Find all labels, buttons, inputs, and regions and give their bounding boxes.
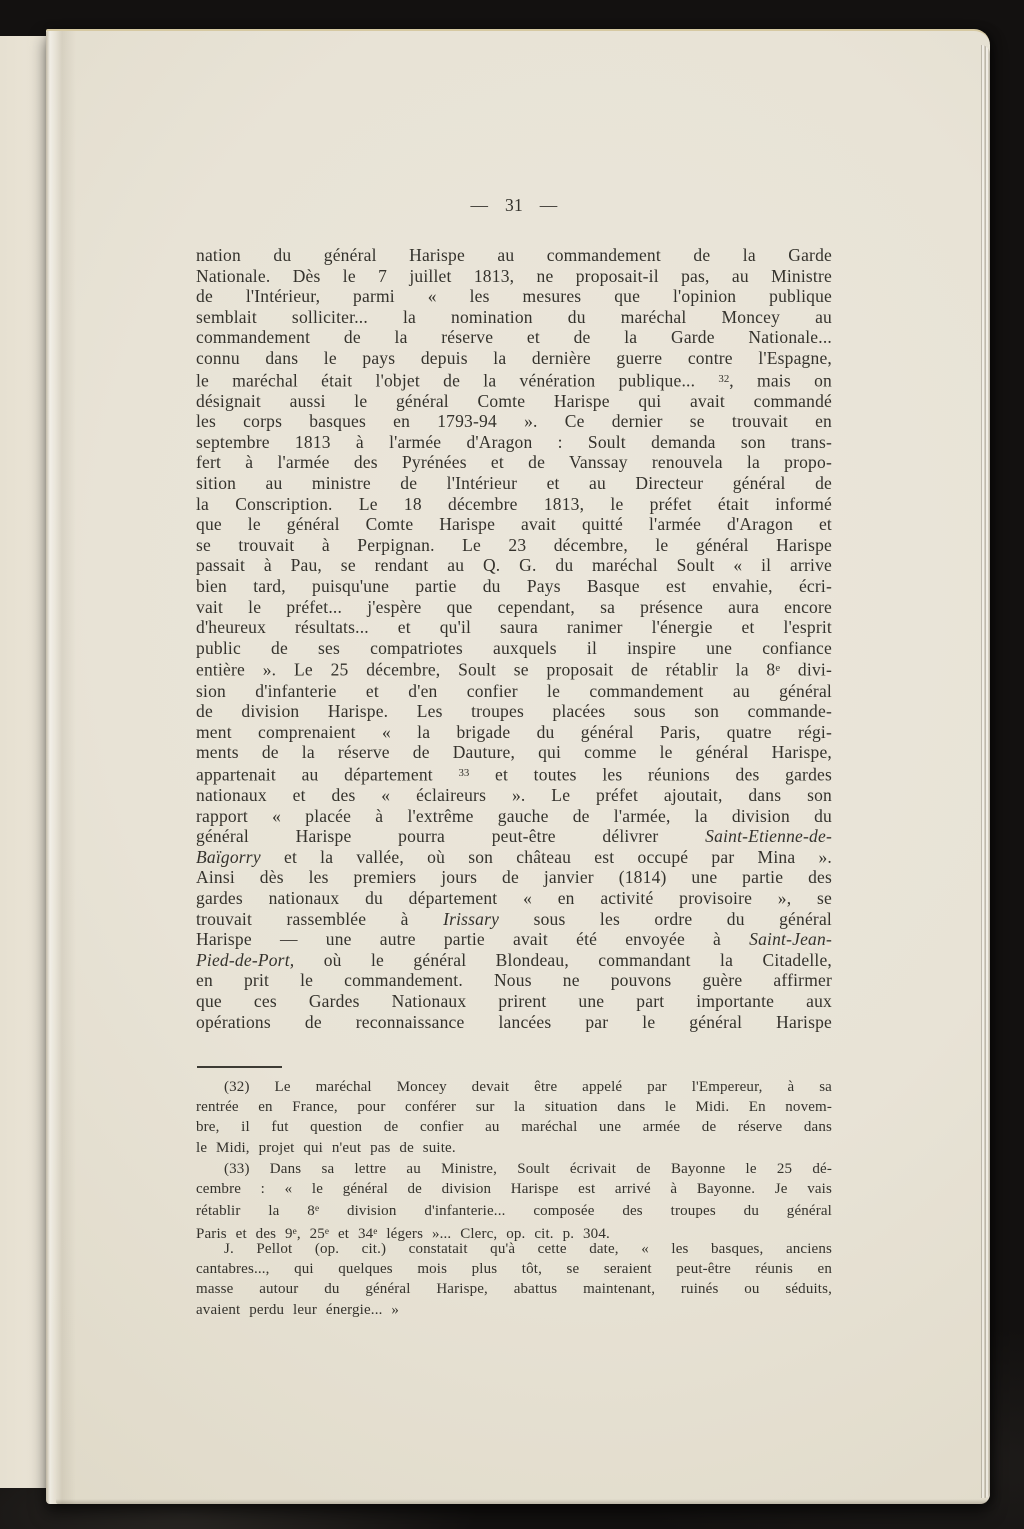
text-line bbox=[196, 411, 832, 432]
text-segment: divi- bbox=[780, 659, 832, 680]
text-segment: rentrée en France, pour conférer sur la situation dans le Midi. En novem- bbox=[196, 1099, 832, 1116]
text-segment: de division Harispe. Les troupes placées sous son commande- bbox=[196, 701, 832, 722]
text-segment: où le général Blondeau, commandant la Citadelle, bbox=[294, 949, 832, 970]
text-segment: cantabres..., qui quelques mois plus tôt, se seraient peut-être réunis en bbox=[196, 1261, 832, 1278]
text-segment: général Harispe pourra peut-être délivrer bbox=[196, 826, 706, 847]
text-segment: d'heureux résultats... et qu'il saura ranimer l'énergie et l'esprit bbox=[196, 617, 832, 638]
text-segment: cembre : « le général de division Harispe est arrivé à Bayonne. Je vais bbox=[196, 1181, 832, 1198]
footnote-reference: e bbox=[292, 1226, 297, 1237]
text-segment: sion d'infanterie et d'en confier le commandement au général bbox=[196, 680, 832, 701]
text-segment: , mais on bbox=[729, 370, 832, 391]
text-line bbox=[196, 763, 832, 785]
text-segment: bre, il fut question de confier au maréchal une armée de réserve dans bbox=[196, 1119, 832, 1136]
footnote-separator-rule bbox=[197, 1066, 282, 1068]
body-text bbox=[196, 245, 832, 1032]
text-segment: ments de la réserve de Dauture, qui comme le général Harispe, bbox=[196, 742, 832, 763]
text-line bbox=[196, 555, 832, 576]
text-segment: passait à Pau, se rendant au Q. G. du maréchal Soult « il arrive bbox=[196, 555, 832, 576]
text-line bbox=[196, 369, 832, 391]
text-segment: Harispe — une autre partie avait été envoyée à bbox=[196, 929, 750, 950]
text-line bbox=[196, 514, 832, 535]
text-segment: et la vallée, où son château est occupé par Mina ». bbox=[260, 846, 832, 867]
text-segment: opérations de reconnaissance lancées par le général Harispe bbox=[196, 1011, 832, 1032]
text-line bbox=[196, 1077, 832, 1097]
text-segment: légers »... Clerc, op. cit. p. 304. bbox=[377, 1225, 610, 1242]
text-segment: trouvait rassemblée à bbox=[196, 908, 444, 929]
italic-text: Saint-Etienne-de- bbox=[705, 826, 832, 847]
text-line bbox=[196, 950, 832, 971]
text-segment: commandement de la réserve et de la Garde Nationale... bbox=[196, 327, 832, 348]
footnote-reference: e bbox=[324, 1226, 330, 1237]
footnote-reference: 33 bbox=[458, 766, 470, 779]
text-line bbox=[196, 1159, 832, 1179]
text-segment: le maréchal était l'objet de la vénération publique... bbox=[196, 370, 719, 391]
text-line bbox=[196, 1239, 832, 1259]
text-segment: désignait aussi le général Comte Harispe qui avait commandé bbox=[196, 390, 832, 411]
footnote-reference: e bbox=[775, 662, 781, 675]
text-segment: que le général Comte Harispe avait quitté l'armée d'Aragon et bbox=[196, 514, 832, 535]
text-segment: masse autour du général Harispe, abattus maintenant, ruinés ou séduits, bbox=[196, 1281, 832, 1298]
text-column bbox=[196, 31, 832, 1504]
text-segment: connu dans le pays depuis la dernière guerre contre l'Espagne, bbox=[196, 347, 832, 368]
text-segment: entière ». Le 25 décembre, Soult se proposait de rétablir la 8 bbox=[196, 659, 776, 680]
page-edge-right bbox=[981, 45, 990, 1498]
text-segment: et 34 bbox=[329, 1225, 374, 1242]
text-line bbox=[196, 535, 832, 556]
text-segment: Ainsi dès les premiers jours de janvier (1814) une partie des bbox=[196, 867, 832, 888]
text-segment: (32) Le maréchal Moncey devait être appelé par l'Empereur, à sa bbox=[224, 1079, 832, 1095]
footnote-reference: 32 bbox=[718, 372, 730, 385]
text-line bbox=[196, 391, 832, 412]
text-segment: en prit le commandement. Nous ne pouvons guère affirmer bbox=[196, 970, 832, 991]
text-segment: public de ses compatriotes auxquels il inspire une confiance bbox=[196, 637, 832, 658]
text-segment: la Conscription. Le 18 décembre 1813, le préfet était informé bbox=[196, 493, 832, 514]
text-line bbox=[196, 991, 832, 1012]
text-segment: sition au ministre de l'Intérieur et au Directeur général de bbox=[196, 473, 832, 494]
text-line bbox=[196, 888, 832, 909]
text-line bbox=[196, 847, 832, 868]
text-line bbox=[196, 597, 832, 618]
text-line bbox=[196, 909, 832, 930]
text-segment: septembre 1813 à l'armée d'Aragon : Soult demanda son trans- bbox=[196, 431, 832, 452]
text-line bbox=[196, 701, 832, 722]
text-segment: gardes nationaux du département « en activité provisoire », se bbox=[196, 888, 832, 909]
text-line bbox=[196, 1279, 832, 1299]
text-segment: ment comprenaient « la brigade du général Paris, quatre régi- bbox=[196, 721, 832, 742]
text-segment: sous les ordre du général bbox=[499, 908, 832, 929]
italic-text: Baïgorry bbox=[196, 846, 261, 867]
text-line bbox=[196, 742, 832, 763]
text-segment: que ces Gardes Nationaux prirent une part importante aux bbox=[196, 991, 832, 1012]
text-line bbox=[196, 658, 832, 680]
text-segment: bien tard, puisqu'une partie du Pays Basque est envahie, écri- bbox=[196, 576, 832, 597]
text-line bbox=[196, 432, 832, 453]
text-line bbox=[196, 867, 832, 888]
book-page bbox=[46, 29, 990, 1504]
text-line bbox=[196, 722, 832, 743]
text-line bbox=[196, 826, 832, 847]
text-line bbox=[196, 327, 832, 348]
text-line bbox=[196, 473, 832, 494]
text-segment: division d'infanterie... composée des troupes du général bbox=[319, 1203, 832, 1220]
text-segment: fert à l'armée des Pyrénées et de Vanssay renouvela la propo- bbox=[196, 452, 832, 473]
text-line bbox=[196, 1179, 832, 1199]
text-line bbox=[196, 617, 832, 638]
text-segment: rétablir la 8 bbox=[196, 1203, 315, 1220]
text-line bbox=[196, 266, 832, 287]
text-line bbox=[196, 785, 832, 806]
text-line bbox=[196, 1259, 832, 1279]
text-segment: se trouvait à Perpignan. Le 23 décembre, le général Harispe bbox=[196, 534, 832, 555]
text-segment: les corps basques en 1793-94 ». Ce dernier se trouvait en bbox=[196, 411, 832, 432]
text-line bbox=[196, 806, 832, 827]
text-line bbox=[196, 1097, 832, 1117]
text-line bbox=[196, 1138, 832, 1158]
footnote-33 bbox=[196, 1159, 832, 1244]
text-line bbox=[196, 1117, 832, 1137]
footnote-reference: e bbox=[314, 1204, 320, 1215]
text-line bbox=[196, 245, 832, 266]
text-segment: appartenait au département bbox=[196, 764, 459, 785]
text-line bbox=[196, 1012, 832, 1033]
text-line bbox=[196, 1300, 832, 1320]
text-segment: avaient perdu leur énergie... » bbox=[196, 1301, 400, 1318]
text-segment: nation du général Harispe au commandement de la Garde bbox=[196, 245, 832, 265]
text-segment: , 25 bbox=[296, 1225, 325, 1242]
text-segment: et toutes les réunions des gardes bbox=[469, 764, 832, 785]
text-line bbox=[196, 970, 832, 991]
text-line bbox=[196, 452, 832, 473]
text-line bbox=[196, 638, 832, 659]
footnote-pellot bbox=[196, 1239, 832, 1320]
text-segment: rapport « placée à l'extrême gauche de l'armée, la division du bbox=[196, 805, 832, 826]
text-segment: le Midi, projet qui n'eut pas de suite. bbox=[196, 1139, 456, 1156]
text-line bbox=[196, 286, 832, 307]
text-line bbox=[196, 307, 832, 328]
text-segment: Nationale. Dès le 7 juillet 1813, ne proposait-il pas, au Ministre bbox=[196, 265, 832, 286]
text-segment: nationaux et des « éclaireurs ». Le préfet ajoutait, dans son bbox=[196, 785, 832, 806]
text-segment: de l'Intérieur, parmi « les mesures que l'opinion publique bbox=[196, 286, 832, 307]
text-line bbox=[196, 1199, 832, 1221]
text-segment: vait le préfet... j'espère que cependant, sa présence aura encore bbox=[196, 596, 832, 617]
text-line bbox=[196, 494, 832, 515]
text-line bbox=[196, 348, 832, 369]
italic-text: Pied-de-Port, bbox=[196, 949, 295, 970]
footnote-reference: e bbox=[373, 1226, 378, 1237]
gutter-crease bbox=[46, 31, 76, 1504]
italic-text: Saint-Jean- bbox=[749, 929, 832, 950]
text-line bbox=[196, 929, 832, 950]
italic-text: Irissary bbox=[443, 908, 500, 929]
text-line bbox=[196, 681, 832, 702]
text-line bbox=[196, 576, 832, 597]
page-number: — 31 — bbox=[470, 195, 558, 215]
footnote-32 bbox=[196, 1077, 832, 1158]
text-segment: J. Pellot (op. cit.) constatait qu'à cette date, « les basques, anciens bbox=[224, 1241, 832, 1257]
text-segment: (33) Dans sa lettre au Ministre, Soult écrivait de Bayonne le 25 dé- bbox=[224, 1161, 832, 1177]
text-segment: semblait solliciter... la nomination du maréchal Moncey au bbox=[196, 306, 832, 327]
text-segment: Paris et des 9 bbox=[196, 1225, 293, 1242]
